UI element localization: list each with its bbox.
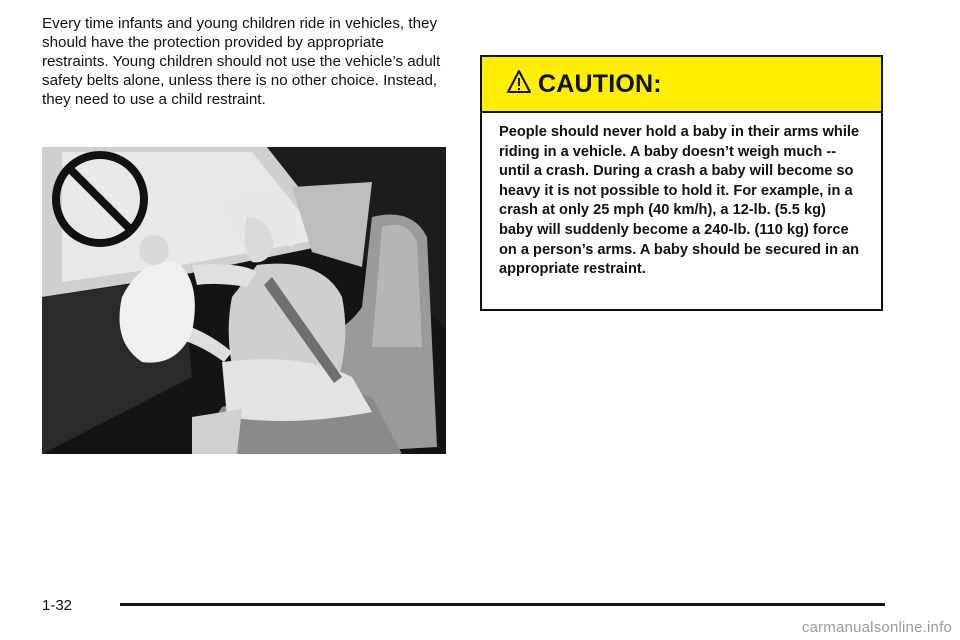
illustration-drawing xyxy=(42,147,446,454)
intro-paragraph: Every time infants and young children ride in vehicles, they should have the protection provided by appropriate restraints. Young children should not use the vehicle’s adult safety belts alone, unless there is no other choice. Instead, they need to use a child restraint. xyxy=(42,15,441,108)
caution-body: People should never hold a baby in their arms while riding in a vehicle. A baby doesn’t weigh much -- until a crash. During a crash a baby will become so heavy it is not possible to hold it. For example, in a crash at only 25 mph (40 km/h), a 12-lb. (5.5 kg) baby will suddenly become a 240-lb. (110 kg) force on a person’s arms. A baby should be secured in an appropriate restraint. xyxy=(499,124,860,278)
caution-title: CAUTION: xyxy=(538,69,662,98)
warning-triangle-icon xyxy=(506,69,532,95)
caution-box xyxy=(480,55,883,311)
watermark: carmanualsonline.info xyxy=(801,619,952,636)
page-number: 1-32 xyxy=(42,597,73,614)
illustration-woman-holding-baby xyxy=(42,147,446,454)
caution-header xyxy=(482,57,881,113)
footer-rule xyxy=(120,603,885,606)
